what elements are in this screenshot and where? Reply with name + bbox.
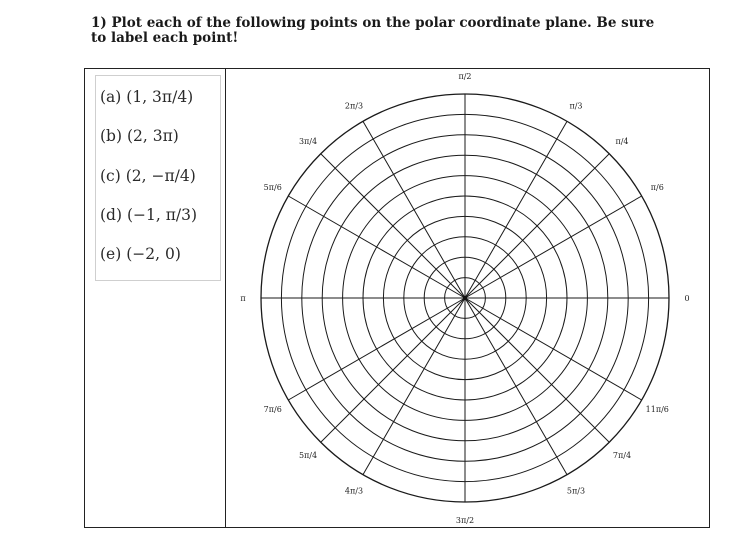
angle-label: 3π/2 bbox=[455, 516, 475, 525]
point-label: (a) bbox=[100, 88, 122, 106]
point-item-b bbox=[100, 127, 179, 145]
polar-ray-135 bbox=[321, 154, 465, 298]
point-coords: (−2, 0) bbox=[126, 245, 181, 263]
angle-label: 5π/3 bbox=[566, 486, 586, 496]
point-coords: (2, 3π) bbox=[126, 127, 179, 145]
angle-label: 7π/6 bbox=[263, 405, 282, 414]
angle-label: π/6 bbox=[650, 183, 664, 192]
angle-label: 5π/4 bbox=[298, 450, 318, 460]
point-label: (c) bbox=[100, 167, 121, 185]
polar-ray-300 bbox=[465, 298, 567, 475]
point-label: (e) bbox=[100, 245, 122, 263]
polar-ray-330 bbox=[465, 298, 642, 400]
polar-ray-210 bbox=[288, 298, 465, 400]
angle-label: 7π/4 bbox=[612, 450, 632, 460]
instructions-line-2: to label each point! bbox=[91, 30, 239, 46]
polar-ray-240 bbox=[363, 298, 465, 475]
point-item-d bbox=[100, 206, 197, 224]
polar-ray-120 bbox=[363, 121, 465, 298]
point-item-c bbox=[100, 167, 196, 185]
point-coords: (−1, π/3) bbox=[126, 206, 198, 224]
point-coords: (2, −π/4) bbox=[125, 167, 196, 185]
polar-ray-30 bbox=[465, 196, 642, 298]
angle-label: π/2 bbox=[458, 72, 472, 81]
point-item-e bbox=[100, 245, 181, 263]
worksheet-table bbox=[84, 68, 710, 528]
polar-ray-315 bbox=[465, 298, 609, 442]
origin-point bbox=[463, 296, 467, 300]
angle-label: 2π/3 bbox=[344, 101, 364, 111]
angle-label: 3π/4 bbox=[298, 137, 318, 147]
angle-label: 5π/6 bbox=[263, 183, 282, 192]
point-label: (d) bbox=[100, 206, 123, 224]
points-column bbox=[85, 69, 226, 527]
polar-ray-150 bbox=[288, 196, 465, 298]
polar-coordinate-plane[interactable] bbox=[226, 69, 709, 527]
polar-ray-45 bbox=[465, 154, 609, 298]
angle-label: π bbox=[240, 294, 246, 303]
polar-grid-area[interactable] bbox=[226, 69, 709, 527]
angle-label: π/4 bbox=[615, 137, 629, 147]
angle-label: 0 bbox=[684, 294, 690, 303]
point-item-a bbox=[100, 88, 193, 106]
instructions-line-1: 1) Plot each of the following points on the polar coordinate plane. Be sure bbox=[91, 15, 655, 31]
angle-label: π/3 bbox=[569, 101, 583, 111]
polar-ray-60 bbox=[465, 121, 567, 298]
polar-ray-225 bbox=[321, 298, 465, 442]
point-label: (b) bbox=[100, 127, 123, 145]
points-list bbox=[95, 75, 221, 281]
angle-label: 11π/6 bbox=[645, 405, 669, 414]
angle-label: 4π/3 bbox=[344, 486, 364, 496]
instructions-text bbox=[91, 16, 731, 46]
point-coords: (1, 3π/4) bbox=[126, 88, 194, 106]
